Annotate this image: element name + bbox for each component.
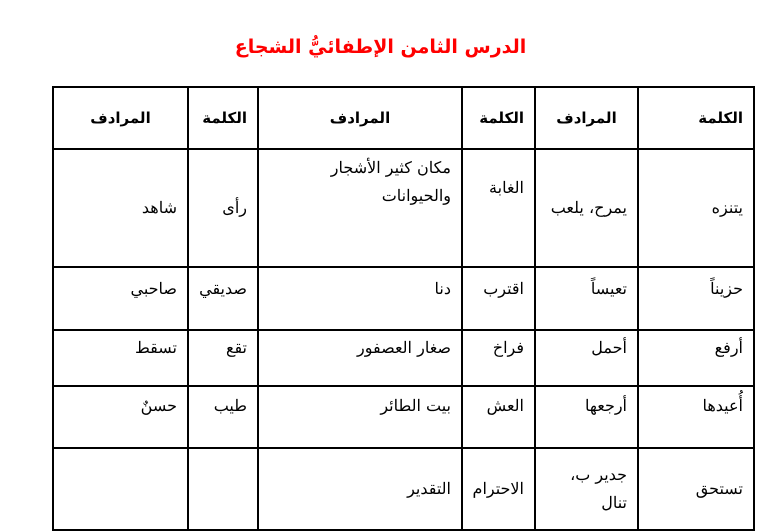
synonym-cell: التقدير <box>258 448 462 530</box>
word-cell: يتنزه <box>638 149 754 267</box>
table-row <box>53 448 754 530</box>
synonym-cell: تعيساً <box>535 267 638 330</box>
word-cell: اقترب <box>462 267 535 330</box>
synonym-cell: تسقط <box>53 330 188 386</box>
header-word-3: الكلمة <box>188 87 258 149</box>
word-cell: طيب <box>188 386 258 448</box>
header-synonym-3: المرادف <box>53 87 188 149</box>
table-row <box>53 386 754 448</box>
word-cell: حزيناً <box>638 267 754 330</box>
synonym-cell: دنا <box>258 267 462 330</box>
word-cell: رأى <box>188 149 258 267</box>
table-row <box>53 330 754 386</box>
word-cell <box>188 448 258 530</box>
table-row <box>53 149 754 267</box>
word-cell: صديقي <box>188 267 258 330</box>
word-cell: الغابة <box>462 149 535 267</box>
synonym-cell: مكان كثير الأشجار والحيوانات <box>258 149 462 267</box>
vocabulary-table <box>52 86 755 531</box>
lesson-title: الدرس الثامن الإطفائيُّ الشجاع <box>234 36 527 58</box>
table-row <box>53 267 754 330</box>
synonym-cell: صاحبي <box>53 267 188 330</box>
synonym-cell: صغار العصفور <box>258 330 462 386</box>
synonym-cell: شاهد <box>53 149 188 267</box>
synonym-cell: أرجعها <box>535 386 638 448</box>
table-header-row <box>53 87 754 149</box>
word-cell: أُعيدها <box>638 386 754 448</box>
synonym-cell: يمرح، يلعب <box>535 149 638 267</box>
synonym-cell: بيت الطائر <box>258 386 462 448</box>
word-cell: العش <box>462 386 535 448</box>
header-word-1: الكلمة <box>638 87 754 149</box>
header-word-2: الكلمة <box>462 87 535 149</box>
synonym-cell: حسنٌ <box>53 386 188 448</box>
word-cell: فراخ <box>462 330 535 386</box>
header-synonym-2: المرادف <box>258 87 462 149</box>
header-synonym-1: المرادف <box>535 87 638 149</box>
word-cell: الاحترام <box>462 448 535 530</box>
synonym-cell: أحمل <box>535 330 638 386</box>
word-cell: أرفع <box>638 330 754 386</box>
synonym-cell <box>53 448 188 530</box>
word-cell: تقع <box>188 330 258 386</box>
word-cell: تستحق <box>638 448 754 530</box>
synonym-cell: جدير ب، تنال <box>535 448 638 530</box>
